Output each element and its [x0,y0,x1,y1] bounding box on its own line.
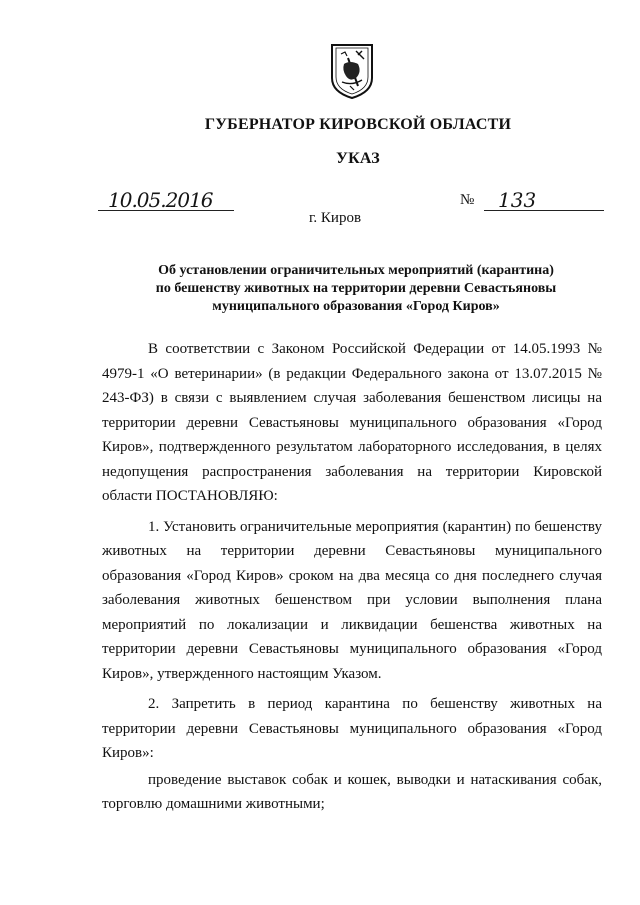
kirov-oblast-coat-of-arms-icon [328,42,376,100]
clause-1-paragraph: 1. Установить ограничительные мероприятия (карантин) по бешенству животных на территории деревни Севастьяновы муниципального образования «Город Киров» сроком на два месяца со дня последнего случая заболевания животных бешенством при условии выполнения плана мероприятий по локализации и ликвидации бешенства животных на территории деревни Севастьяновы муниципального образования «Город Киров», утвержденного настоящим Указом. [102,518,602,682]
document-type: УКАЗ [336,150,380,167]
issuing-authority: ГУБЕРНАТОР КИРОВСКОЙ ОБЛАСТИ [204,116,512,133]
title-line: Об установлении ограничительных мероприятий (карантина) [158,263,554,278]
clause-2-item-paragraph: проведение выставок собак и кошек, выводки и натаскивания собак, торговлю домашними животными; [102,771,602,812]
preamble-paragraph: В соответствии с Законом Российской Федерации от 14.05.1993 № 4979-1 «О ветеринарии» (в редакции Федерального закона от 13.07.2015 № 243-ФЗ) в связи с выявлением случая заболевания бешенством лисицы на территории деревни Севастьяновы муниципального образования «Город Киров», подтвержденного результатом лабораторного исследования, в целях недопущения распространения заболевания на территории Кировской области ПОСТАНОВЛЯЮ: [102,341,602,504]
handwritten-number: 133 [498,188,537,212]
title-line: муниципального образования «Город Киров» [212,299,500,314]
decree-body [102,337,602,823]
decree-title [110,262,602,316]
coat-of-arms-emblem [328,42,376,100]
number-field [484,188,604,212]
city-line: г. Киров [308,210,362,226]
handwritten-date: 10.05.2016 [108,188,213,212]
number-label: № [460,192,475,208]
title-line: по бешенству животных на территории деревни Севастьяновы [155,281,557,296]
clause-2-paragraph: 2. Запретить в период карантина по бешенству животных на территории деревни Севастьяновы муниципального образования «Город Киров»: [102,696,602,761]
date-field [98,188,234,212]
